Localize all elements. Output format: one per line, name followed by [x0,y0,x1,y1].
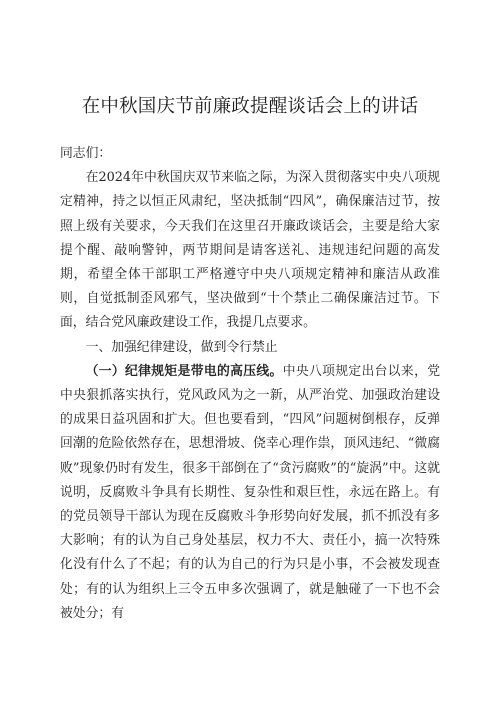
subsection-lead: （一）纪律规矩是带电的高压线。 [85,363,283,379]
document-title: 在中秋国庆节前廉政提醒谈话会上的讲话 [81,96,419,117]
salutation: 同志们： [60,146,112,161]
section-heading: 一、加强纪律建设，做到令行禁止 [85,339,278,355]
subsection-paragraph [60,360,440,626]
document-body [60,142,440,626]
intro-paragraph: 在2024年中秋国庆双节来临之际，为深入贯彻落实中央八项规定精神，持之以恒正风肃纪，坚决抵制“四风”，确保廉洁过节，按照上级有关要求，今天我们在这里召开廉政谈话会，主要是给大家提个醒、敲响警钟，两节期间是请客送礼、违规违纪问题的高发期，希望全体干部职工严格遵守中央八项规定精神和廉洁从政准则，自觉抵制歪风邪气，坚决做到“十个禁止二确保廉洁过节。下面，结合党风廉政建设工作，我提几点要求。 [60,170,440,331]
subsection-text: 中央八项规定出台以来，党中央狠抓落实执行，党风政风为之一新，从严治党、加强政治建设的成果日益巩固和扩大。但也要看到，“四风”问题树倒根存，反弹回潮的危险依然存在，思想滑坡、侥幸心理作祟，顶风违纪、“微腐败”现象仍时有发生，很多干部倒在了“贪污腐败”的“旋涡”中。这就说明，反腐败斗争具有长期性、复杂性和艰巨性，永远在路上。有的党员领导干部认为现在反腐败斗争形势向好发展，抓不抓没有多大影响；有的认为自己身处基层，权力不大、责任小，搞一次特殊化没有什么了不起；有的认为自己的行为只是小事，不会被发现查处；有的认为组织上三令五申多次强调了，就是触碰了一下也不会被处分；有 [60,363,441,621]
